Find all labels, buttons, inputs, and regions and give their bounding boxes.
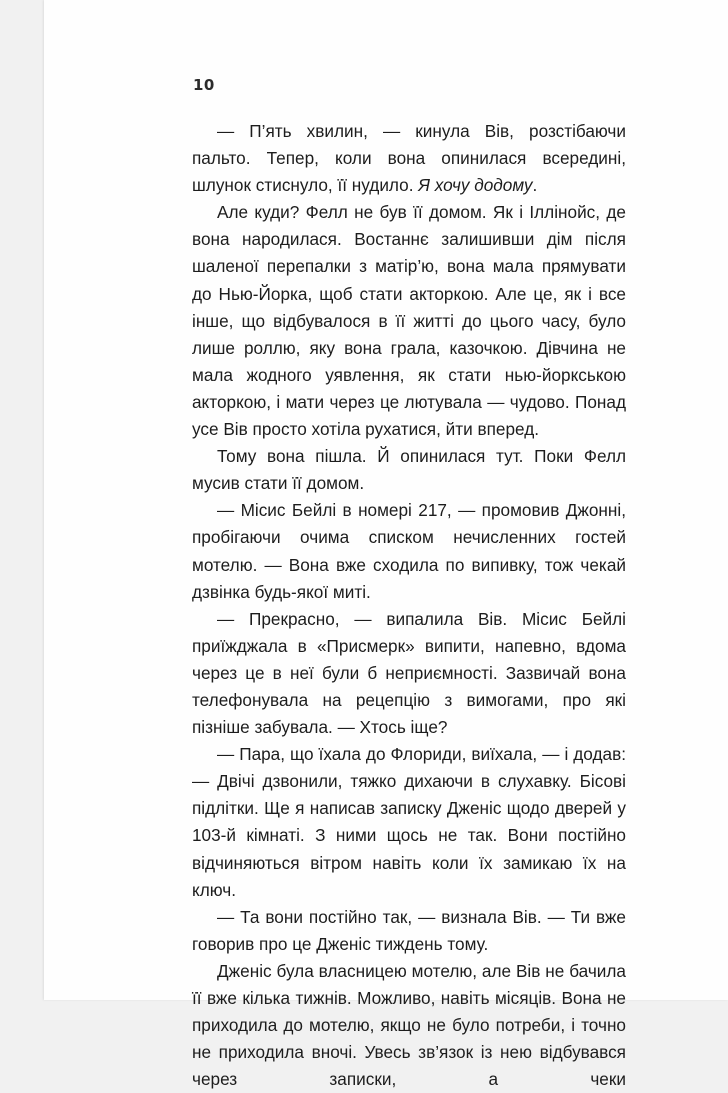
paragraph-6: — Пара, що їхала до Флориди, виїхала, — і додав: — Двічі дзвонили, тяжко дихаючи в слухавку. Бісові підлітки. Ще я написав записку Дженіс щодо дверей у 103-й кімнаті. З ними щось не так. Вони постійно відчиняються вітром навіть коли їх замикаю їх на ключ. (192, 744, 626, 900)
paragraph-3: Тому вона пішла. Й опинилася тут. Поки Фелл мусив стати її домом. (192, 446, 626, 494)
body-text (192, 118, 626, 1093)
paragraph-1-end: . (532, 175, 538, 196)
paragraph-8: Дженіс була власницею мотелю, але Вів не бачила її вже кілька тижнів. Можливо, навіть місяців. Вона не приходила до мотелю, якщо не було потреби, і точно не приходила вночі. Увесь зв’язок із нею відбувався через записки, а чеки (192, 960, 626, 1090)
paragraph-7: — Та вони постійно так, — визнала Вів. — Ти вже говорив про це Дженіс тиждень тому. (192, 906, 626, 954)
paragraph-2: Але куди? Фелл не був її домом. Як і Іллінойс, де вона народилася. Востаннє залишивши дім після шаленої перепалки з матір’ю, вона мала прямувати до Нью-Йорка, щоб стати акторкою. Але це, як і все інше, що відбувалося в її житті до цього часу, було лише роллю, яку вона грала, казочкою. Дівчина не мала жодного уявлення, як стати нью-йоркською акторкою, і мати через це лютувала — чудово. Понад усе Вів просто хотіла рухатися, йти вперед. (192, 202, 626, 440)
page-number: 10 (193, 76, 215, 94)
paragraph-5: — Прекрасно, — випалила Вів. Місис Бейлі приїжджала в «Присмерк» випити, напевно, вдома через це в неї були б неприємності. Зазвичай вона телефонувала на рецепцію з вимогами, про які пізніше забувала. — Хтось іще? (192, 608, 626, 738)
paragraph-1-text: — П’ять хвилин, — кинула Вів, розстібаючи пальто. Тепер, коли вона опинилася всередині, шлунок стиснуло, її нудило. (192, 121, 626, 196)
paragraph-1-italic: Я хочу додому (418, 175, 533, 196)
paragraph-4: — Місис Бейлі в номері 217, — промовив Джонні, пробігаючи очима списком нечисленних гостей мотелю. — Вона вже сходила по випивку, тож чекай дзвінка будь-якої миті. (192, 500, 626, 602)
paragraph-1 (192, 118, 626, 199)
book-page (44, 0, 728, 1090)
